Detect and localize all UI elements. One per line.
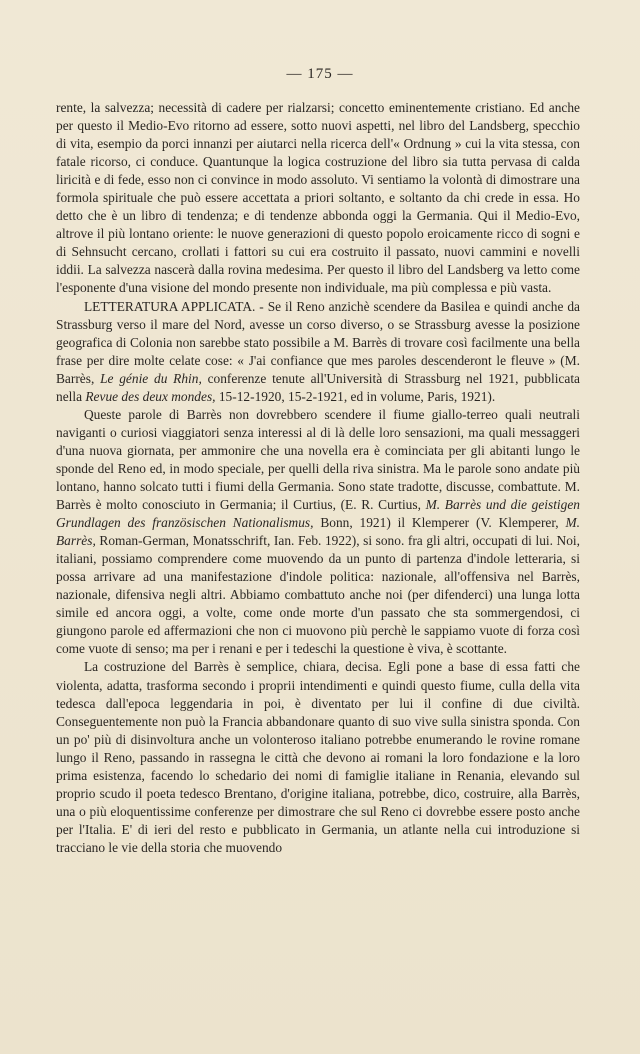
paragraph-2 — [56, 298, 580, 406]
text-run: LETTERATURA APPLICATA. - Se il Reno anzichè scendere da Basilea e quindi anche da Strassburg verso il mare del Nord, avesse un corso diverso, o se Strassburg avesse la posizione geografica di Colonia non sarebbe stato possibile a M. Barrès di trovare così facilmente una bella frase per dire molte celate cose: « J'ai confiance que mes paroles descenderont le fleuve » (M. Barrès, — [56, 298, 580, 386]
text-run: Bonn, 1921) il Klemperer (V. Klemperer, — [313, 515, 566, 531]
text-run: 15-12-1920, 15-2-1921, ed in volume, Paris, 1921). — [215, 388, 496, 404]
body-text — [56, 99, 580, 857]
text-run: Queste parole di Barrès non dovrebbero scendere il fiume giallo-terreo quali neutrali naviganti o curiosi viaggiatori senza interessi al di là delle loro sensazioni, ma quali messaggeri d'una nuova giornata, per ammonire che una novella era è cominciata per gli abitanti lungo le sponde del Reno ed, in modo speciale, per quelli della riva sinistra. Ma le parole sono andate più lontano, hanno solcato tutti i fiumi della Germania. Sono state tradotte, discusse, combattute. M. Barrès è molto conosciuto in Germania; il Curtius, (E. R. Curtius, — [56, 406, 580, 513]
italic-citation: M. Barrès und die geistigen Grundlagen des französischen Nationalismus, — [56, 497, 580, 531]
text-run: conferenze tenute all'Università di Strassburg nel 1921, pubblicata nella — [56, 370, 580, 404]
italic-citation: M. Barrès, — [56, 515, 580, 549]
page-number: — 175 — — [286, 66, 354, 82]
italic-citation: Revue des deux mondes, — [85, 388, 216, 404]
paragraph-3 — [56, 406, 580, 659]
text-run: Roman-German, Monatsschrift, Ian. Feb. 1922), si sono. fra gli altri, occupati di lui. Noi, italiani, possiamo comprendere come muovendo da un punto di partenza d'indole letteraria, si possa arrivare ad una manifestazione d'indole politica: nazionale, all'offensiva nel Barrès, nazionale, difensiva negli altri. Abbiamo combattuto anche noi (per difenderci) una lunga lotta simile ed ancora oggi, a volte, come onde morte d'un passato che sta sommergendosi, ci giungono parole ed affermazioni che non ci muovono più perchè le sappiamo vuote di forza così come vuote di senso; ma per i renani e per i tedeschi la questione è viva, è scottante. — [56, 533, 580, 657]
paragraph-1 — [56, 99, 580, 298]
text-run: rente, la salvezza; necessità di cadere per rialzarsi; concetto eminentemente cristiano. Ed anche per questo il Medio-Evo ritorno ad essere, sotto nuovi aspetti, nel libro del Landsberg, specchio di vita, esempio da porci innanzi per aiutarci nella ricerca dell'« Ordnung » cui la vita stessa, con fatale ricorso, ci conduce. Quantunque la logica costruzione del libro sia tutta pervasa di calda liricità e di fede, esso non ci convince in modo assoluto. Vi sentiamo la volontà di dimostrare una formola spirituale che può essere accettata a priori soltanto, e soltanto da chi crede in essa. Ho detto che è un libro di tendenza; e di tendenze abbonda oggi la Germania. Qui il Medio-Evo, altrove il più lontano oriente: le nuove generazioni di questo popolo eroicamente ricco di sogni e di Sehnsucht cercano, crollati i fattori su cui era costruito il passato, nuovi cammini e novelli iddii. La salvezza nascerà dalla rovina medesima. Per questo il libro del Landsberg va letto come l'esponente d'una visione del mondo presente non individuale, ma più complessa e più vasta. — [56, 100, 580, 296]
paragraph-4 — [56, 658, 580, 857]
italic-citation: Le génie du Rhin, — [100, 370, 202, 386]
text-run: La costruzione del Barrès è semplice, chiara, decisa. Egli pone a base di essa fatti che violenta, adatta, trasforma secondo i proprii intendimenti e quindi questo fiume, culla della vita tedesca dall'epoca leggendaria in poi, è diventato per lui il confine di due civiltà. Conseguentemente non può la Francia abbandonare quanto di suo vive sulla sinistra sponda. Con un po' più di disinvoltura anche un volonteroso italiano potrebbe enumerando le rovine romane lungo il Reno, passando in rassegna le città che devono ai romani la loro fondazione e la loro prima esistenza, facendo lo schedario dei nomi di famiglie italiane in Renania, elevando sul proprio scudo il poeta tedesco Brentano, d'origine italiana, potrebbe, dico, costruire, alla Barrès, una o più eloquentissime conferenze per dimostrare che sul Reno ci dovrebbe essere posto anche per l'Italia. E' di ieri del resto e pubblicato in Germania, un atlante nella cui introduzione si tracciano le vie della storia che muovendo — [56, 659, 580, 855]
